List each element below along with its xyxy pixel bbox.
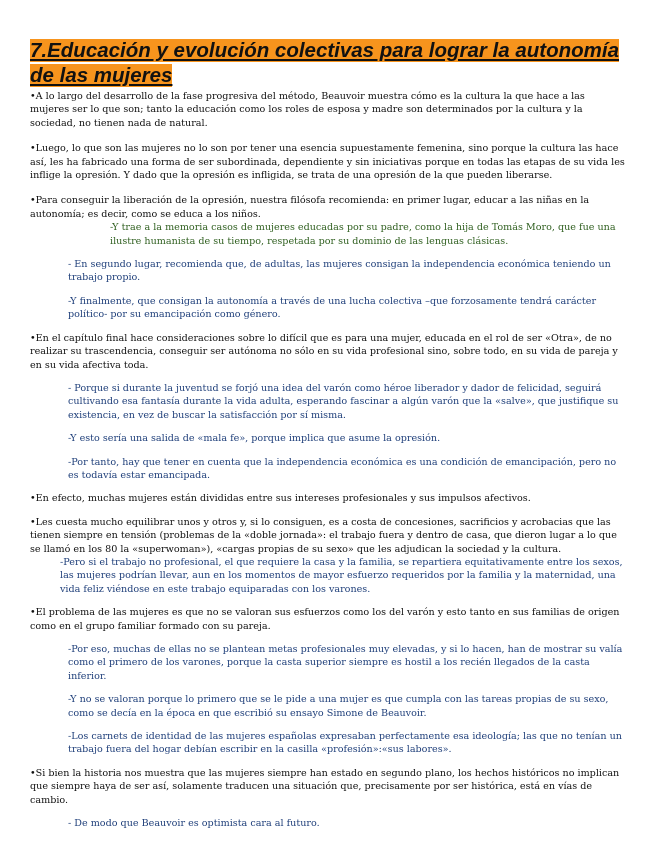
- sub-point-4c: -Por tanto, hay que tener en cuenta que la independencia económica es una condición de emancipación, pero no es todavía estar emancipada.: [68, 456, 617, 481]
- sub-point-7c: -Los carnets de identidad de las mujeres españolas expresaban perfectamente esa ideología; las que no tenían un trabajo fuera del hogar debían escribir en la casilla «profesión»:«sus labores».: [68, 731, 622, 756]
- paragraph-1: •A lo largo del desarrollo de la fase progresiva del método, Beauvoir muestra cómo es la cultura la que hace a las mujeres ser lo que son; tanto la educación como los roles de esposa y madre son determinados por la cultura y la sociedad, no tienen nada de natural.: [30, 91, 585, 129]
- sub-point-4a: - Porque si durante la juventud se forjó una idea del varón como héroe liberador y dador de felicidad, seguirá cultivando esa fantasía durante la vida adulta, esperando fascinar a algún varón que la «salve», que justifique su existencia, en vez de buscar la satisfacción por sí misma.: [68, 382, 619, 421]
- sub-point-7a: -Por eso, muchas de ellas no se plantean metas profesionales muy elevadas, y si lo hacen, han de mostrar su valía como el primero de los varones, porque la casta superior siempre es hostil a los recién llegados de la casta inferior.: [68, 644, 623, 682]
- sub-point-3a: -Y trae a la memoria casos de mujeres educadas por su padre, como la hija de Tomás Moro, que fue una ilustre humanista de su tiempo, respetada por su dominio de las lenguas clásicas.: [110, 222, 616, 247]
- paragraph-6: •Les cuesta mucho equilibrar unos y otros y, si lo consiguen, es a costa de concesiones, sacrificios y acrobacias que las tienen siempre en tensión (problemas de la «doble jornada»: el trabajo fuera y dentro de casa, que dieron lugar a lo que se llamó en los 80 la «superwoman»), «cargas propias de su sexo» que les adjudican la sociedad y la cultura.: [30, 516, 617, 555]
- sub-point-7b: -Y no se valoran porque lo primero que se le pide a una mujer es que cumpla con las tareas propias de su sexo, como se decía en la época en que escribió su ensayo Simone de Beauvoir.: [68, 694, 609, 719]
- paragraph-8: •Si bien la historia nos muestra que las mujeres siempre han estado en segundo plano, los hechos históricos no implican que siempre haya de ser así, solamente traducen una situación que, precisamente por ser histórica, está en vías de cambio.: [30, 767, 620, 806]
- paragraph-2: •Luego, lo que son las mujeres no lo son por tener una esencia supuestamente femenina, sino porque la cultura las hace así, les ha fabricado una forma de ser subordinada, dependiente y sin iniciativas porque en todas las etapas de su vida les inflige la opresión. Y dado que la opresión es infligida, se trata de una opresión de la que pueden liberarse.: [30, 143, 625, 182]
- sub-point-8a: - De modo que Beauvoir es optimista cara al futuro.: [68, 818, 320, 830]
- section-title: 7.Educación y evolución colectivas para lograr la autonomía de las mujeres: [30, 39, 619, 87]
- sub-point-6a: -Pero si el trabajo no profesional, el que requiere la casa y la familia, se repartiera equitativamente entre los sexos, las mujeres podrían llevar, aun en los momentos de mayor esfuerzo requeridos por la familia y la maternidad, una vida feliz viéndose en este trabajo equiparadas con los varones.: [60, 556, 623, 595]
- paragraph-3: •Para conseguir la liberación de la opresión, nuestra filósofa recomienda: en primer lugar, educar a las niñas en la autonomía; es decir, como se educa a los niños.: [30, 195, 590, 220]
- sub-point-3b: - En segundo lugar, recomienda que, de adultas, las mujeres consigan la independencia económica teniendo un trabajo propio.: [68, 259, 611, 284]
- paragraph-4: •En el capítulo final hace consideraciones sobre lo difícil que es para una mujer, educada en el rol de ser «Otra», de no realizar su trascendencia, conseguir ser autónoma no sólo en su vida profesional sino, sobre todo, en su vida de pareja y en su vida afectiva toda.: [30, 332, 618, 371]
- paragraph-7: •El problema de las mujeres es que no se valoran sus esfuerzos como los del varón y esto tanto en sus familias de origen como en el grupo familiar formado con su pareja.: [30, 607, 620, 632]
- sub-point-3c: -Y finalmente, que consigan la autonomía a través de una lucha colectiva –que forzosamente tendrá carácter político- por su emancipación como género.: [68, 295, 597, 321]
- paragraph-5: •En efecto, muchas mujeres están divididas entre sus intereses profesionales y sus impulsos afectivos.: [30, 493, 531, 505]
- sub-point-4b: -Y esto sería una salida de «mala fe», porque implica que asume la opresión.: [68, 433, 441, 445]
